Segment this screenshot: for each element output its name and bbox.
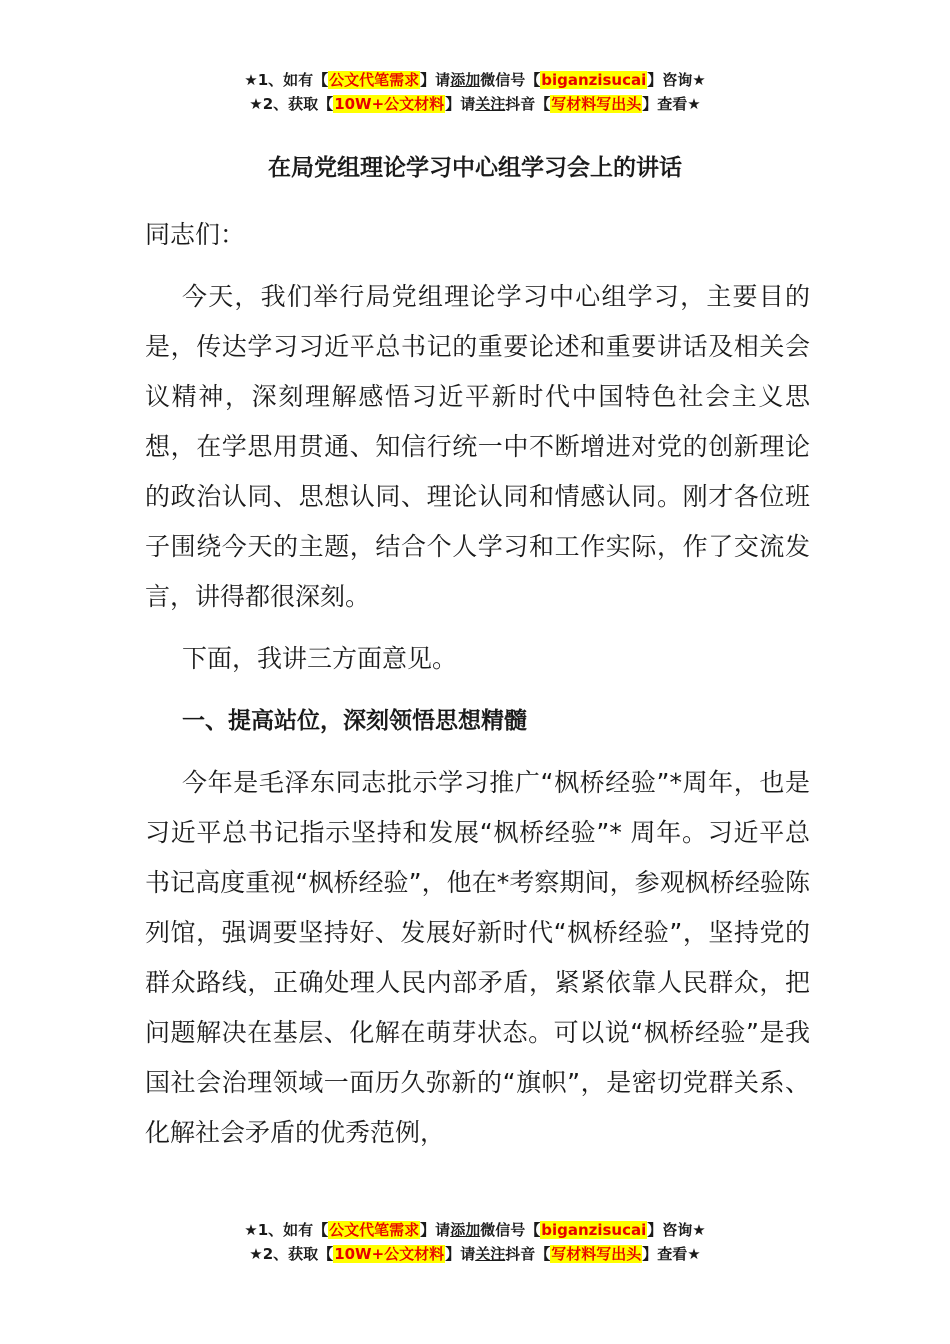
promo-text: 微信号【 bbox=[480, 1221, 541, 1239]
promo-highlight: 公文代笔需求 bbox=[329, 71, 420, 89]
promo-highlight: biganzisucai bbox=[541, 1221, 647, 1239]
promo-text: 】查看★ bbox=[642, 95, 701, 113]
promo-text: 微信号【 bbox=[480, 71, 541, 89]
promo-highlight: biganzisucai bbox=[541, 71, 647, 89]
promo-text: 】请 bbox=[420, 1221, 451, 1239]
promo-highlight: 10W+公文材料 bbox=[334, 95, 445, 113]
promo-text: ★2、获取【 bbox=[249, 95, 334, 113]
promo-banner-bottom bbox=[0, 1218, 950, 1266]
promo-line-2 bbox=[0, 1242, 950, 1266]
promo-highlight: 10W+公文材料 bbox=[334, 1245, 445, 1263]
document-body bbox=[145, 210, 810, 1158]
paragraph-transition: 下面，我讲三方面意见。 bbox=[182, 644, 458, 673]
promo-highlight: 写材料写出头 bbox=[551, 1245, 642, 1263]
salutation: 同志们： bbox=[145, 220, 246, 249]
document-title: 在局党组理论学习中心组学习会上的讲话 bbox=[268, 155, 682, 181]
promo-underline: 添加 bbox=[450, 1221, 481, 1239]
promo-line-1 bbox=[0, 68, 950, 92]
promo-text: 抖音【 bbox=[505, 95, 551, 113]
promo-text: 】请 bbox=[420, 71, 451, 89]
promo-text: 】请 bbox=[445, 1245, 476, 1263]
promo-highlight: 写材料写出头 bbox=[551, 95, 642, 113]
promo-text: 】咨询★ bbox=[647, 1221, 706, 1239]
paragraph-section-1: 今年是毛泽东同志批示学习推广“枫桥经验”*周年，也是习近平总书记指示坚持和发展“枫桥经验”* 周年。习近平总书记高度重视“枫桥经验”，他在*考察期间，参观枫桥经验陈列馆，强调要坚持好、发展好新时代“枫桥经验”，坚持党的群众路线，正确处理人民内部矛盾，紧紧依靠人民群众，把问题解决在基层、化解在萌芽状态。可以说“枫桥经验”是我国社会治理领域一面历久弥新的“旗帜”，是密切党群关系、化解社会矛盾的优秀范例， bbox=[145, 768, 810, 1147]
promo-line-1 bbox=[0, 1218, 950, 1242]
promo-text: ★1、如有【 bbox=[244, 71, 329, 89]
promo-text: ★1、如有【 bbox=[244, 1221, 329, 1239]
promo-text: 】查看★ bbox=[642, 1245, 701, 1263]
promo-underline: 关注 bbox=[475, 95, 506, 113]
promo-text: 】咨询★ bbox=[647, 71, 706, 89]
promo-text: 抖音【 bbox=[505, 1245, 551, 1263]
promo-line-2 bbox=[0, 92, 950, 116]
paragraph-intro: 今天，我们举行局党组理论学习中心组学习，主要目的是，传达学习习近平总书记的重要论述和重要讲话及相关会议精神，深刻理解感悟习近平新时代中国特色社会主义思想，在学思用贯通、知信行统一中不断增进对党的创新理论的政治认同、思想认同、理论认同和情感认同。刚才各位班子围绕今天的主题，结合个人学习和工作实际，作了交流发言，讲得都很深刻。 bbox=[145, 282, 810, 611]
promo-text: ★2、获取【 bbox=[249, 1245, 334, 1263]
promo-text: 】请 bbox=[445, 95, 476, 113]
promo-underline: 添加 bbox=[450, 71, 481, 89]
promo-underline: 关注 bbox=[475, 1245, 506, 1263]
promo-highlight: 公文代笔需求 bbox=[329, 1221, 420, 1239]
promo-banner-top bbox=[0, 68, 950, 116]
section-heading-1: 一、提高站位，深刻领悟思想精髓 bbox=[182, 708, 527, 734]
